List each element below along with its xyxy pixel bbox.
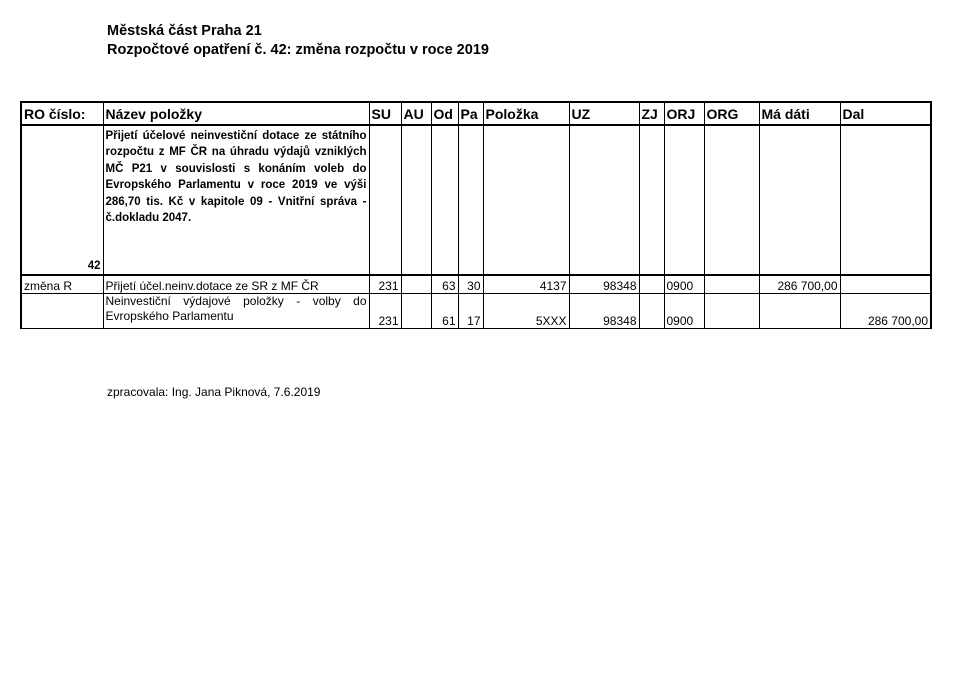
row-nazev: Neinvestiční výdajové položky - volby do Evropského Parlamentu xyxy=(103,294,369,329)
row-polozka: 4137 xyxy=(483,275,569,294)
header-polozka: Položka xyxy=(483,102,569,125)
ro-number: 42 xyxy=(21,125,103,275)
header-od: Od xyxy=(431,102,458,125)
row-ma-dati xyxy=(759,294,840,329)
row-ma-dati: 286 700,00 xyxy=(759,275,840,294)
row-au xyxy=(401,294,431,329)
row-zj xyxy=(639,294,664,329)
header-pa: Pa xyxy=(458,102,483,125)
row-orj: 0900 xyxy=(664,275,704,294)
table-header-row xyxy=(21,102,931,125)
header-org: ORG xyxy=(704,102,759,125)
description-text: Přijetí účelové neinvestiční dotace ze státního rozpočtu z MF ČR na úhradu výdajů vzniklých MČ P21 v souvislosti s konáním voleb do Evropského Parlamentu v roce 2019 ve výši 286,70 tis. Kč v kapitole 09 - Vnitřní správa - č.dokladu 2047. xyxy=(103,125,369,275)
row-od: 63 xyxy=(431,275,458,294)
table-row xyxy=(21,275,931,294)
header-nazev-polozky: Název položky xyxy=(103,102,369,125)
row-au xyxy=(401,275,431,294)
row-polozka: 5XXX xyxy=(483,294,569,329)
footer-prepared-by: zpracovala: Ing. Jana Piknová, 7.6.2019 xyxy=(107,385,321,399)
row-uz: 98348 xyxy=(569,294,639,329)
header-au: AU xyxy=(401,102,431,125)
row-ro: změna R xyxy=(21,275,103,294)
row-nazev: Přijetí účel.neinv.dotace ze SR z MF ČR xyxy=(103,275,369,294)
row-su: 231 xyxy=(369,294,401,329)
header-zj: ZJ xyxy=(639,102,664,125)
header-ro-cislo: RO číslo: xyxy=(21,102,103,125)
budget-table xyxy=(20,101,932,329)
row-pa: 30 xyxy=(458,275,483,294)
row-orj: 0900 xyxy=(664,294,704,329)
row-ro xyxy=(21,294,103,329)
row-zj xyxy=(639,275,664,294)
row-org xyxy=(704,275,759,294)
header-ma-dati: Má dáti xyxy=(759,102,840,125)
document-subtitle: Rozpočtové opatření č. 42: změna rozpočtu v roce 2019 xyxy=(107,42,489,58)
table-row xyxy=(21,294,931,329)
header-dal: Dal xyxy=(840,102,931,125)
header-orj: ORJ xyxy=(664,102,704,125)
row-dal: 286 700,00 xyxy=(840,294,931,329)
row-org xyxy=(704,294,759,329)
row-dal xyxy=(840,275,931,294)
document-title: Městská část Praha 21 xyxy=(107,23,262,39)
header-uz: UZ xyxy=(569,102,639,125)
row-uz: 98348 xyxy=(569,275,639,294)
header-su: SU xyxy=(369,102,401,125)
row-pa: 17 xyxy=(458,294,483,329)
row-su: 231 xyxy=(369,275,401,294)
row-od: 61 xyxy=(431,294,458,329)
description-row xyxy=(21,125,931,275)
